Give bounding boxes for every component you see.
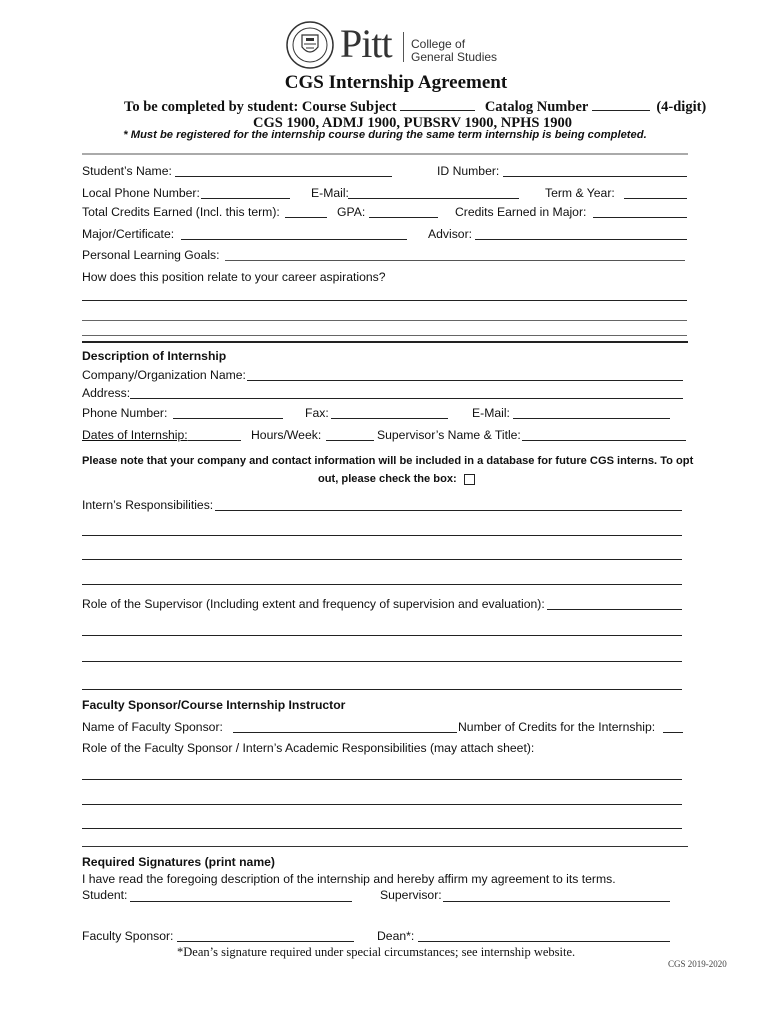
- catalog-digit-note: (4-digit): [656, 99, 707, 115]
- dates-field[interactable]: [188, 440, 241, 441]
- faculty-heading: Faculty Sponsor/Course Internship Instructor: [82, 698, 346, 712]
- catalog-number-label: Catalog Number: [484, 99, 589, 115]
- supervisor-role-line[interactable]: [82, 689, 682, 690]
- company-email-label: E-Mail:: [472, 406, 510, 420]
- total-credits-label: Total Credits Earned (Incl. this term):: [82, 205, 280, 219]
- fax-label: Fax:: [305, 406, 329, 420]
- learning-goals-label: Personal Learning Goals:: [82, 248, 220, 262]
- internship-credits-label: Number of Credits for the Internship:: [458, 720, 656, 734]
- company-name-label: Company/Organization Name:: [82, 368, 246, 382]
- term-year-label: Term & Year:: [545, 186, 615, 200]
- page-title: CGS Internship Agreement: [284, 72, 508, 93]
- college-name-line2: General Studies: [411, 50, 498, 64]
- gpa-label: GPA:: [337, 205, 366, 219]
- advisor-label: Advisor:: [428, 227, 473, 241]
- brand-divider: [403, 32, 404, 62]
- student-name-label: Student’s Name:: [82, 164, 172, 178]
- id-number-label: ID Number:: [437, 164, 500, 178]
- company-email-field[interactable]: [513, 418, 670, 419]
- faculty-name-label: Name of Faculty Sponsor:: [82, 720, 223, 734]
- catalog-number-field[interactable]: [592, 98, 650, 111]
- local-phone-field[interactable]: [201, 198, 290, 199]
- hours-week-label: Hours/Week:: [251, 428, 322, 442]
- learning-goals-field[interactable]: [225, 260, 685, 261]
- section-divider: [82, 341, 688, 343]
- gpa-field[interactable]: [369, 217, 438, 218]
- faculty-role-label: Role of the Faculty Sponsor / Intern’s Academic Responsibilities (may attach sheet):: [82, 741, 535, 755]
- company-phone-label: Phone Number:: [82, 406, 168, 420]
- registration-note: * Must be registered for the internship course during the same term internship is being completed.: [123, 129, 647, 141]
- major-field[interactable]: [181, 239, 407, 240]
- major-label: Major/Certificate:: [82, 227, 175, 241]
- responsibilities-line[interactable]: [82, 535, 682, 536]
- supervisor-role-label: Role of the Supervisor (Including extent and frequency of supervision and evaluation):: [82, 597, 545, 611]
- responsibilities-field[interactable]: [215, 510, 682, 511]
- term-year-field[interactable]: [624, 198, 687, 199]
- company-phone-field[interactable]: [173, 418, 283, 419]
- career-aspirations-line[interactable]: [82, 300, 687, 301]
- dean-note: *Dean’s signature required under special circumstances; see internship website.: [177, 945, 576, 959]
- fax-field[interactable]: [331, 418, 448, 419]
- faculty-signature-field[interactable]: [177, 941, 354, 942]
- supervisor-role-line[interactable]: [82, 661, 682, 662]
- responsibilities-line[interactable]: [82, 584, 682, 585]
- student-name-field[interactable]: [175, 176, 392, 177]
- supervisor-name-field[interactable]: [522, 440, 686, 441]
- dean-signature-label: Dean*:: [377, 929, 415, 943]
- career-aspirations-line[interactable]: [82, 320, 687, 321]
- supervisor-role-field[interactable]: [547, 609, 682, 610]
- responsibilities-line[interactable]: [82, 559, 682, 560]
- company-name-field[interactable]: [247, 380, 683, 381]
- supervisor-role-line[interactable]: [82, 635, 682, 636]
- dates-label: Dates of Internship:: [82, 428, 188, 442]
- address-label: Address:: [82, 386, 131, 400]
- student-email-label: E-Mail:: [311, 186, 349, 200]
- career-aspirations-line[interactable]: [82, 335, 687, 336]
- faculty-name-field[interactable]: [233, 732, 457, 733]
- subtitle-line2: CGS 1900, ADMJ 1900, PUBSRV 1900, NPHS 1900: [253, 115, 573, 131]
- major-credits-label: Credits Earned in Major:: [455, 205, 587, 219]
- hours-week-field[interactable]: [326, 440, 374, 441]
- database-note-line2: [318, 473, 475, 485]
- course-subject-label: To be completed by student: Course Subject: [124, 99, 397, 115]
- opt-out-label: out, please check the box:: [318, 473, 457, 485]
- student-signature-field[interactable]: [130, 901, 352, 902]
- header-divider: [82, 153, 688, 155]
- form-version-footer: CGS 2019-2020: [668, 959, 727, 969]
- brand-name: Pitt: [340, 21, 392, 66]
- database-note-line1: Please note that your company and contact information will be included in a database for future CGS interns. To opt: [82, 455, 694, 467]
- faculty-role-line[interactable]: [82, 804, 682, 805]
- major-credits-field[interactable]: [593, 217, 687, 218]
- local-phone-label: Local Phone Number:: [82, 186, 200, 200]
- course-subject-field[interactable]: [400, 98, 475, 111]
- faculty-section-divider: [82, 846, 688, 847]
- dean-signature-field[interactable]: [418, 941, 670, 942]
- advisor-field[interactable]: [475, 239, 687, 240]
- total-credits-field[interactable]: [285, 217, 327, 218]
- supervisor-name-label: Supervisor’s Name & Title:: [377, 428, 521, 442]
- supervisor-signature-field[interactable]: [443, 901, 670, 902]
- student-email-field[interactable]: [348, 198, 519, 199]
- subtitle-line1: [124, 98, 706, 116]
- internship-credits-field[interactable]: [663, 732, 683, 733]
- signatures-heading: Required Signatures (print name): [82, 855, 275, 869]
- college-name-line1: College of: [411, 37, 466, 51]
- faculty-signature-label: Faculty Sponsor:: [82, 929, 174, 943]
- internship-heading: Description of Internship: [82, 349, 227, 363]
- supervisor-signature-label: Supervisor:: [380, 888, 442, 902]
- affirm-statement: I have read the foregoing description of the internship and hereby affirm my agreement to its terms.: [82, 872, 616, 886]
- career-aspirations-label: How does this position relate to your career aspirations?: [82, 270, 386, 284]
- faculty-role-line[interactable]: [82, 828, 682, 829]
- university-seal-icon: [286, 21, 334, 69]
- faculty-role-line[interactable]: [82, 779, 682, 780]
- address-field[interactable]: [130, 398, 683, 399]
- id-number-field[interactable]: [503, 176, 687, 177]
- student-signature-label: Student:: [82, 888, 128, 902]
- responsibilities-label: Intern’s Responsibilities:: [82, 498, 214, 512]
- opt-out-checkbox[interactable]: [464, 474, 475, 485]
